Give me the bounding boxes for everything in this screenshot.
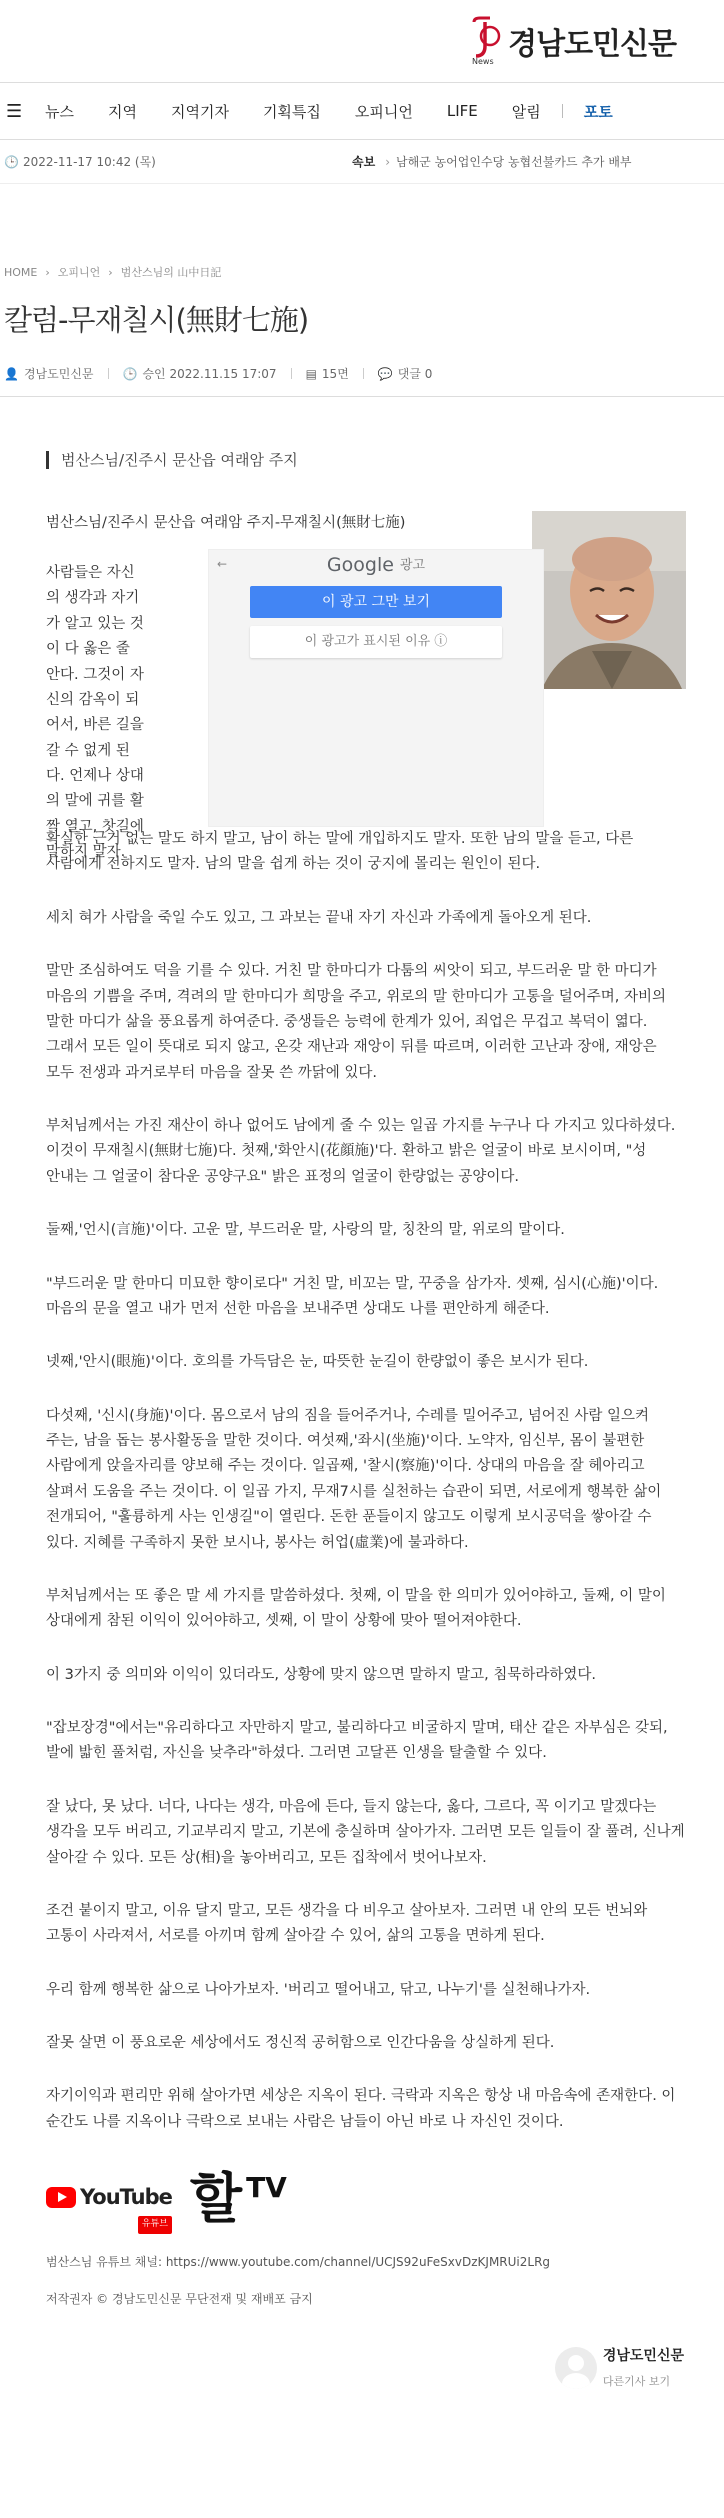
article-paragraph: 말만 조심하여도 덕을 기를 수 있다. 거친 말 한마디가 다툼의 씨앗이 되고, 부드러운 말 한 마디가 마음의 기쁨을 주며, 격려의 말 한마디가 희망을 주고, 위로의 말 한마디가 고통을 덜어주며, 자비의 말한 마디가 삶을 풍요롭게 하여준다. 중생들은 능력에 한계가 있어, 죄업은 무겁고 복덕이 엷다. 그래서 모든 일이 뜻대로 되지 않고, 온갖 재난과 재앙이 뒤를 따르며, 이러한 고난과 장애, 재앙은 모두 전생과 과거로부터 마음을 잘못 쓴 까닭에 있다. — [46, 963, 667, 1081]
article-paragraph: 조건 붙이지 말고, 이유 달지 말고, 모든 생각을 다 비우고 살아보자. 그러면 내 안의 모든 번뇌와 고통이 사라져서, 서로를 아끼며 함께 살아갈 수 있어, 삶의 고통을 면하게 된다. — [46, 1902, 648, 1945]
author-portrait — [532, 511, 686, 689]
logo-mark-icon — [468, 16, 502, 66]
avatar — [555, 2347, 597, 2389]
news-ticker — [0, 140, 724, 184]
hal-logo: 할 — [189, 2165, 243, 2230]
why-ad-label: 이 광고가 표시된 이유 — [304, 633, 431, 649]
breadcrumb-separator-icon: › — [45, 265, 50, 279]
article-paragraph: 부처님께서는 또 좋은 말 세 가지를 말씀하셨다. 첫째, 이 말을 한 의미가 있어야하고, 둘째, 이 말이 상대에게 참된 이익이 있어야하고, 셋째, 이 말이 상황에 맞아 떨어져야한다. — [46, 1587, 666, 1630]
date-text: 2022-11-17 10:42 (목) — [22, 155, 156, 169]
nav-divider — [562, 104, 563, 118]
reporter-card[interactable] — [555, 2344, 684, 2391]
reporter-name: 경남도민신문 — [602, 2348, 684, 2365]
author-info — [4, 365, 94, 382]
article-paragraph: 우리 함께 행복한 삶으로 나아가보자. '버리고 떨어내고, 닦고, 나누기'를 실천해나가자. — [46, 1981, 591, 1998]
breaking-label: 속보 — [352, 155, 376, 169]
clock-icon: 🕒 — [122, 366, 138, 381]
nav-item-notice[interactable]: 알림 — [511, 102, 541, 121]
google-wordmark: Google — [326, 554, 394, 577]
why-ad-button[interactable] — [250, 626, 502, 658]
article-paragraph: 잘 났다, 못 났다. 너다, 나다는 생각, 마음에 든다, 들지 않는다, 옳다, 그르다, 꼭 이기고 말겠다는 생각을 모두 버리고, 기교부리지 말고, 기본에 충실하며 살아가자. 그러면 모든 일들이 잘 풀려, 신나게 살아갈 수 있다. 모든 상(相)을 놓아버리고, 모든 집착에서 벗어나보자. — [46, 1798, 685, 1866]
chevron-right-icon: › — [385, 154, 390, 169]
newspaper-icon: ▤ — [305, 366, 317, 381]
other-articles-link[interactable]: 다른기사 보기 — [602, 2374, 671, 2388]
stop-ad-button[interactable]: 이 광고 그만 보기 — [250, 586, 502, 618]
hamburger-menu-icon[interactable]: ☰ — [6, 100, 23, 122]
main-nav — [0, 82, 724, 140]
article-paragraph: 확실한 근거 없는 말도 하지 말고, 남이 하는 말에 개입하지도 말자. 또한 남의 말을 듣고, 다른 사람에게 전하지도 말자. 남의 말을 쉽게 하는 것이 궁지에 몰리는 원인이 된다. — [46, 831, 634, 873]
article-paragraph: 넷째,'안시(眼施)'이다. 호의를 가득담은 눈, 따뜻한 눈길이 한량없이 좋은 보시가 된다. — [46, 1354, 589, 1371]
article-subtitle: 범산스님/진주시 문산읍 여래암 주지 — [46, 451, 724, 469]
intro-line: 범산스님/진주시 문산읍 여래암 주지-무재칠시(無財七施) — [46, 515, 406, 531]
breadcrumb-section[interactable]: 오피니언 — [57, 266, 101, 279]
breadcrumb — [0, 264, 724, 280]
arrow-back-icon[interactable]: ← — [217, 557, 228, 571]
article-paragraphs — [46, 827, 686, 2135]
youtube-play-icon — [46, 2187, 76, 2208]
comment-icon: 💬 — [377, 366, 393, 381]
article-paragraph: 다섯째, '신시(身施)'이다. 몸으로서 남의 짐을 들어주거나, 수레를 밀어주고, 넘어진 사람 일으켜 주는, 남을 돕는 봉사활동을 말한 것이다. 여섯째,'좌시(坐施)'이다. 노약자, 임신부, 몸이 불편한 사람에게 앉을자리를 양보해 주는 것이다. 일곱째, '찰시(察施)'이다. 상대의 마음을 잘 헤아리고 살펴서 도움을 주는 것이다. 이 일곱 가지, 무재7시를 실천하는 습관이 되면, 서로에게 행복한 삶이 전개되어, "훌륭하게 사는 인생길"이 열린다. 돈한 푼들이지 않고도 이렇게 보시공덕을 쌓아갈 수 있다. 지혜를 구족하지 못한 보시나, 봉사는 허업(虛業)에 불과하다. — [46, 1407, 662, 1551]
youtube-banner[interactable] — [46, 2163, 686, 2232]
ad-label: 광고 — [399, 557, 426, 573]
approved-time: 승인 2022.11.15 17:07 — [142, 367, 277, 381]
nav-item-life[interactable]: LIFE — [446, 102, 478, 120]
article-meta — [0, 365, 724, 397]
meta-divider — [291, 368, 292, 379]
info-icon: ⓘ — [434, 633, 448, 649]
article-paragraph: 이 3가지 중 의미와 이익이 있더라도, 상황에 맞지 않으면 말하지 말고, 침묵하라하였다. — [46, 1666, 596, 1683]
meta-divider — [363, 368, 364, 379]
nav-item-local-reporter[interactable]: 지역기자 — [170, 102, 229, 121]
meta-divider — [108, 368, 109, 379]
article-paragraph: 세치 혀가 사람을 죽일 수도 있고, 그 과보는 끝내 자기 자신과 가족에게 돌아오게 된다. — [46, 909, 592, 926]
article-paragraph: 자기이익과 편리만 위해 살아가면 세상은 지옥이 된다. 극락과 지옥은 항상 내 마음속에 존재한다. 이 순간도 나를 지옥이나 극락으로 보내는 사람은 남들이 아닌 바로 나 자신인 것이다. — [46, 2088, 676, 2130]
youtube-badge: 유튜브 — [138, 2216, 172, 2234]
page-number: 15면 — [321, 367, 349, 381]
clock-icon: 🕒 — [4, 154, 19, 169]
intro-side-text: 사람들은 자신의 생각과 자기가 알고 있는 것이 다 옳은 줄 안다. 그것이 자신의 감옥이 되어서, 바른 길을 갈 수 없게 된다. 언제나 상대의 말에 귀를 활짝 열고, 찻길에 말하지 말자. — [46, 565, 144, 861]
youtube-wordmark — [80, 2179, 172, 2230]
nav-item-news[interactable]: 뉴스 — [45, 102, 74, 121]
person-icon: 👤 — [4, 366, 19, 381]
current-date — [0, 153, 340, 170]
ad-header — [209, 550, 543, 582]
youtube-logo — [46, 2179, 172, 2230]
breadcrumb-subsection[interactable]: 범산스님의 山中日記 — [120, 266, 222, 279]
nav-item-opinion[interactable]: 오피니언 — [354, 102, 413, 121]
author-name: 경남도민신문 — [23, 367, 94, 381]
youtube-word: YouTube — [80, 2185, 172, 2210]
article-paragraph: "잡보장경"에서는"유리하다고 자만하지 말고, 불리하다고 비굴하지 말며, 태산 같은 자부심은 갖되, 발에 밟힌 풀처럼, 자신을 낮추라"하셨다. 그러면 고달픈 인생을 탈출할 수 있다. — [46, 1720, 668, 1762]
nav-item-region[interactable]: 지역 — [107, 102, 137, 121]
reporter-box — [46, 2330, 686, 2390]
page-info — [306, 365, 349, 382]
nav-item-special[interactable]: 기획특집 — [262, 102, 321, 121]
nav-item-photo[interactable]: 포토 — [583, 102, 613, 121]
hal-tv-label: TV — [246, 2171, 287, 2205]
breadcrumb-home[interactable]: HOME — [4, 265, 38, 279]
article-paragraph: "부드러운 말 한마디 미묘한 향이로다" 거친 말, 비꼬는 말, 꾸중을 삼가자. 셋째, 심시(心施)'이다. 마음의 문을 열고 내가 먼저 선한 마음을 보내주면 상대도 나를 편안하게 해준다. — [46, 1275, 659, 1317]
approved-info — [123, 365, 277, 382]
article-paragraph: 잘못 살면 이 풍요로운 세상에서도 정신적 공허함으로 인간다움을 상실하게 된다. — [46, 2035, 555, 2051]
article-body — [0, 511, 724, 2390]
breadcrumb-separator-icon: › — [108, 265, 113, 279]
article-paragraph: 부처님께서는 가진 재산이 하나 없어도 남에게 줄 수 있는 일곱 가지를 누구나 다 가지고 있다하셨다. 이것이 무재칠시(無財七施)다. 첫째,'화안시(花顔施)'다. 환하고 밝은 얼굴이 바로 보시이며, "성 안내는 그 얼굴이 참다운 공양구요" 밝은 표정의 얼굴이 한량없는 공양이다. — [46, 1118, 676, 1185]
site-logo[interactable] — [468, 16, 676, 66]
comment-info[interactable] — [378, 365, 433, 382]
youtube-channel-link[interactable]: 범산스님 유튜브 채널: https://www.youtube.com/channel/UCJS92uFeSxvDzKJMRUi2LRg — [46, 2255, 551, 2270]
logo-text: 경남도민신문 — [508, 27, 676, 62]
masthead — [0, 0, 724, 82]
comment-count: 댓글 0 — [397, 367, 433, 381]
breaking-headline[interactable]: 남해군 농어업인수당 농협선불카드 추가 배부 — [396, 155, 632, 169]
google-ad-panel — [208, 549, 544, 827]
copyright-notice: 저작권자 © 경남도민신문 무단전재 및 재배포 금지 — [46, 2292, 313, 2307]
svg-text:News: News — [472, 57, 494, 66]
article-title: 칼럼-무재칠시(無財七施) — [4, 303, 309, 337]
article-paragraph: 둘째,'언시(言施)'이다. 고운 말, 부드러운 말, 사랑의 말, 칭찬의 말, 위로의 말이다. — [46, 1222, 565, 1239]
